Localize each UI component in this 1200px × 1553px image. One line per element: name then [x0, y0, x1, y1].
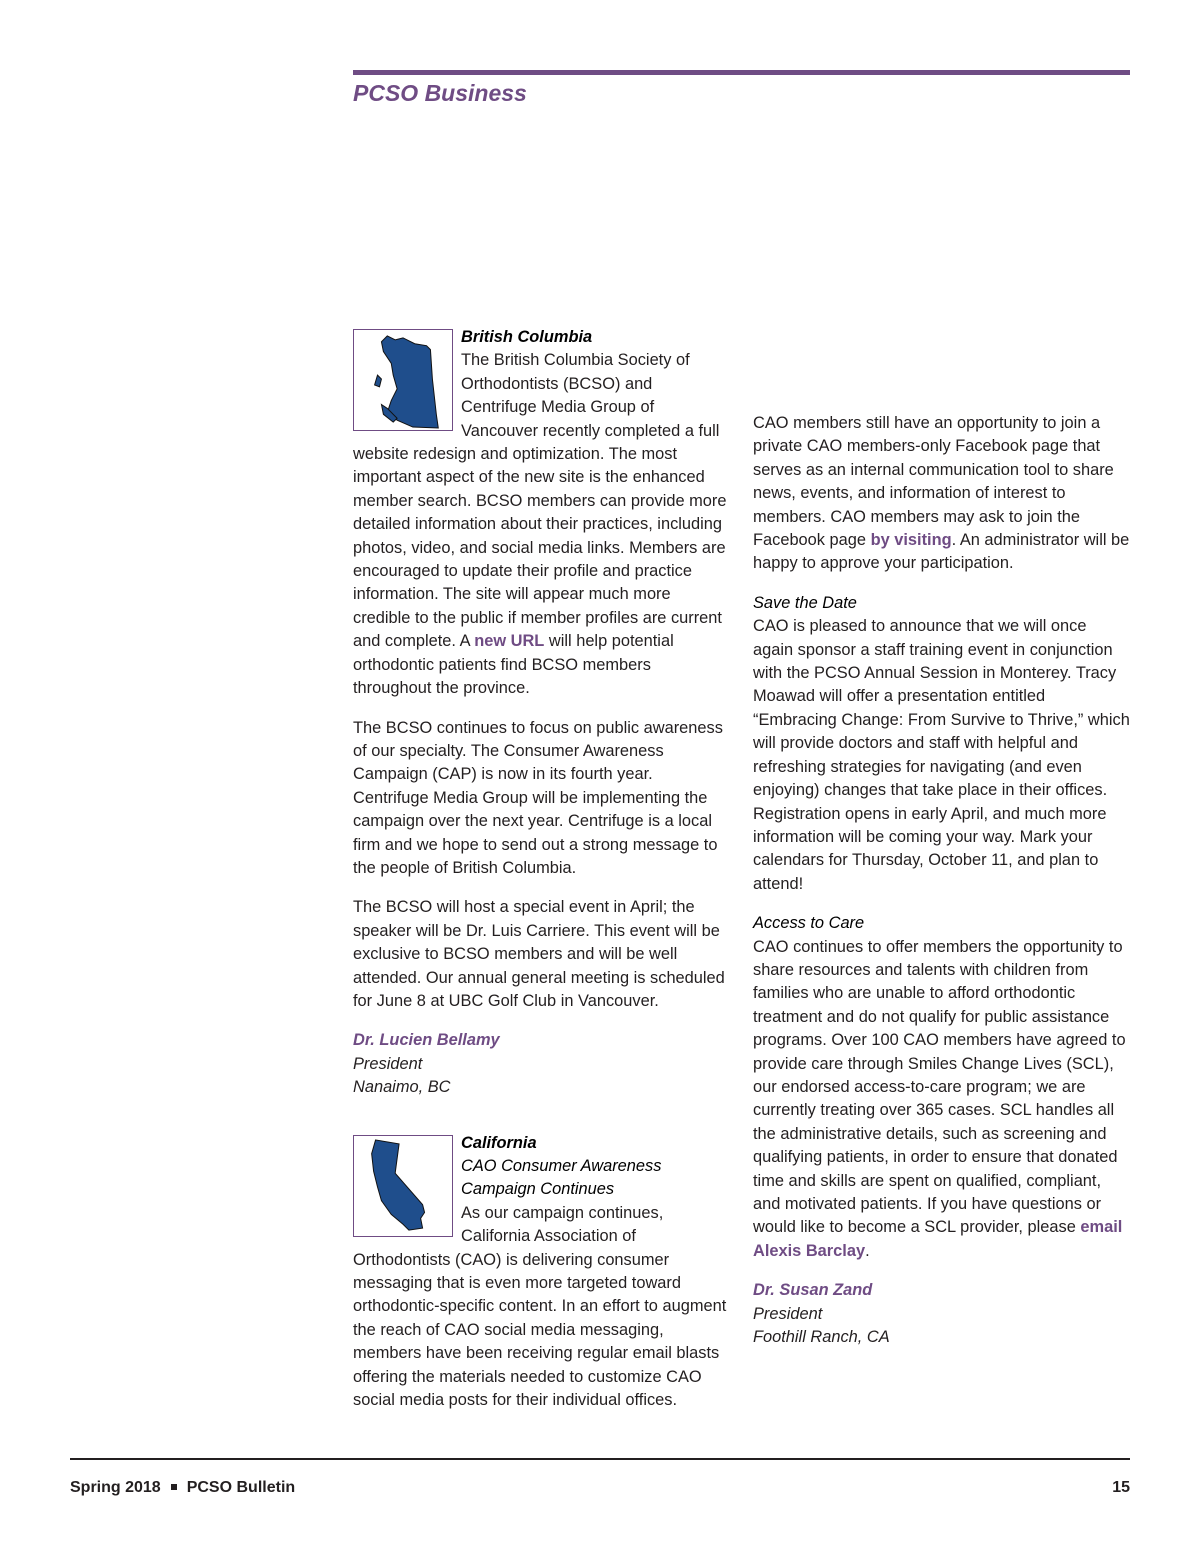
bc-p1-text-b: will help potential orthodontic patients find BCSO members throughout the province.: [353, 632, 674, 698]
ca-heading: California: [461, 1133, 537, 1152]
ca-signature-title: President: [753, 1304, 823, 1323]
bc-paragraph-3: The BCSO will host a special event in April; the speaker will be Dr. Luis Carriere. This event will be exclusive to BCSO members and will be well attended. Our annual general meeting is scheduled for June 8 at UBC Golf Club in Vancouver.: [353, 898, 725, 1010]
ca-paragraph-1-continued: [753, 326, 1131, 396]
bc-paragraph-2: The BCSO continues to focus on public awareness of our specialty. The Consumer Awareness Campaign (CAP) is now in its fourth year. Centrifuge Media Group will be implementing the campaign over the next year. Centrifuge is a local firm and we hope to send out a strong message to the people of British Columbia.: [353, 718, 723, 877]
header-rule: [353, 70, 1130, 75]
facebook-visit-link[interactable]: by visiting: [870, 531, 952, 550]
bc-signature: [353, 1029, 731, 1099]
ca-p1-text: As our campaign continues, California Association of Orthodontists (CAO) is delivering consumer messaging that is even more targeted toward orthodontic-specific content. In an effort to augment the reach of CAO social media messaging, members have been receiving regular email blasts offering the materials needed to customize CAO social media posts for their individual offices.: [353, 1203, 727, 1410]
ca-signature-name: Dr. Susan Zand: [753, 1281, 873, 1300]
access-to-care-text-b: .: [865, 1241, 870, 1260]
bc-signature-title: President: [353, 1054, 423, 1073]
ca-signature-location: Foothill Ranch, CA: [753, 1328, 890, 1347]
new-url-link[interactable]: new URL: [474, 632, 545, 651]
bc-signature-name: Dr. Lucien Bellamy: [353, 1031, 500, 1050]
ca-p2-text-a: CAO members still have an opportunity to join a private CAO members-only Facebook page that serves as an internal communication tool to share news, events, and information of interest to members. CAO members may ask to join the Facebook page: [753, 414, 1114, 550]
bc-p1-text-a: The British Columbia Society of Orthodontists (BCSO) and Centrifuge Media Group of Vancouver recently completed a full website redesign and optimization. The most important aspect of the new site is the enhanced member search. BCSO members can provide more detailed information about their practices, including photos, video, and social media links. Members are encouraged to update their profile and practice information. The site will appear much more credible to the public if member profiles are current and complete. A: [353, 351, 727, 651]
save-the-date-text: CAO is pleased to announce that we will once again sponsor a staff training event in conjunction with the PCSO Annual Session in Monterey. Tracy Moawad will offer a presentation entitled “Embracing Change: From Survive to Thrive,” which will provide doctors and staff with helpful and refreshing strategies for navigating (and even enjoying) changes that take place in their offices. Registration opens in early April, and much more information will be coming your way. Mark your calendars for Thursday, October 11, and plan to attend!: [753, 617, 1130, 893]
save-the-date-section: [753, 592, 1131, 896]
access-to-care-section: [753, 912, 1131, 1263]
access-to-care-text-a: CAO continues to offer members the opportunity to share resources and talents with children from families who are unable to afford orthodontic treatment and do not qualify for public assistance programs. Over 100 CAO members have agreed to provide care through Smiles Change Lives (SCL), our endorsed access-to-care program; we are currently treating over 365 cases. SCL handles all the administrative details, such as screening and qualifying patients, in order to ensure that donated time and skills are spent on qualified, compliant, and motivated patients. If you have questions or would like to become a SCL provider, please: [753, 937, 1126, 1237]
email-alexis-barclay-link[interactable]: email Alexis Barclay: [753, 1218, 1123, 1260]
left-column: [353, 326, 731, 1428]
square-bullet-icon: [171, 1484, 177, 1490]
footer-publication: PCSO Bulletin: [186, 1479, 296, 1496]
ca-subheading-2: Campaign Continues: [461, 1180, 615, 1199]
save-the-date-heading: Save the Date: [753, 593, 857, 612]
right-column: [753, 326, 1131, 1367]
british-columbia-map-icon: [353, 329, 453, 431]
page-number: 15: [1112, 1479, 1130, 1496]
ca-signature: [753, 1279, 1131, 1349]
footer-rule: [70, 1458, 1130, 1460]
access-to-care-heading: Access to Care: [753, 914, 865, 933]
ca-subheading-1: CAO Consumer Awareness: [461, 1157, 662, 1175]
bc-heading: British Columbia: [461, 328, 593, 346]
california-map-icon: [353, 1135, 453, 1237]
ca-paragraph-2: [753, 412, 1131, 576]
footer-issue-line: [70, 1479, 295, 1497]
footer-issue: Spring 2018: [70, 1479, 161, 1496]
bc-signature-location: Nanaimo, BC: [353, 1078, 451, 1097]
ca-p2-text-b: . An administrator will be happy to approve your participation.: [753, 531, 1130, 573]
section-title: PCSO Business: [353, 80, 527, 106]
